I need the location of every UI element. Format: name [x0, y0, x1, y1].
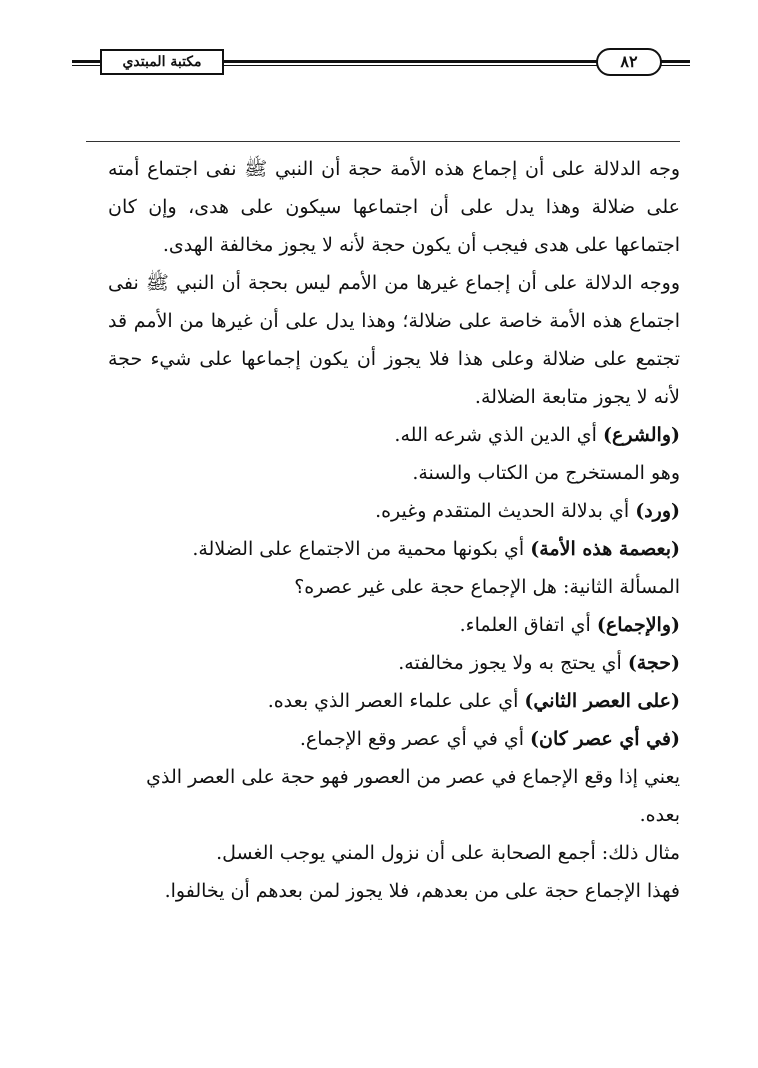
paragraph-text: ووجه الدلالة على أن إجماع غيرها من الأمم ليس بحجة أن النبي ﷺ نفى اجتماع هذه الأمة خاصة على ضلالة؛ وهذا يدل على أن غيرها من الأمم قد تجتمع على ضلالة وعلى هذا فلا يجوز أن يكون إجماعها على شيء حجة لأنه لا يجوز متابعة الضلالة.: [108, 272, 680, 408]
term-bold: (حجة): [627, 652, 680, 674]
term-bold: (في أي عصر كان): [530, 728, 680, 750]
term-bold: (بعصمة هذه الأمة): [530, 538, 680, 560]
paragraph-text: يعني إذا وقع الإجماع في عصر من العصور فهو حجة على العصر الذي بعده.: [146, 766, 680, 826]
paragraph-text: أي يحتج به ولا يجوز مخالفته.: [398, 652, 628, 674]
paragraph: [108, 264, 680, 416]
paragraph: [108, 492, 680, 530]
page-number: ٨٢: [596, 48, 662, 76]
paragraph-text: وهو المستخرج من الكتاب والسنة.: [412, 462, 680, 484]
paragraph: [108, 682, 680, 720]
paragraph: [108, 834, 680, 872]
term-bold: (على العصر الثاني): [524, 690, 680, 712]
paragraph: [108, 644, 680, 682]
paragraph: [108, 416, 680, 454]
paragraph: [108, 606, 680, 644]
paragraph: [108, 454, 680, 492]
paragraph: [108, 758, 680, 834]
header-divider: [86, 141, 680, 142]
paragraph: [108, 568, 680, 606]
paragraph-text: أي بكونها محمية من الاجتماع على الضلالة.: [192, 538, 531, 560]
book-title: مكتبة المبتدي: [100, 49, 224, 75]
paragraph: [108, 720, 680, 758]
paragraph-text: وجه الدلالة على أن إجماع هذه الأمة حجة أن النبي ﷺ نفى اجتماع أمته على ضلالة وهذا يدل على أن اجتماعها سيكون على هدى، وإن كان اجتماعها على هدى فيجب أن يكون حجة لأنه لا يجوز مخالفة الهدى.: [108, 158, 680, 256]
term-bold: (ورد): [635, 500, 680, 522]
paragraph-text: فهذا الإجماع حجة على من بعدهم، فلا يجوز لمن بعدهم أن يخالفوا.: [164, 880, 680, 902]
paragraph-text: أي بدلالة الحديث المتقدم وغيره.: [375, 500, 636, 522]
term-bold: (والشرع): [603, 424, 680, 446]
paragraph-text: أي على علماء العصر الذي بعده.: [267, 690, 525, 712]
paragraph: [108, 872, 680, 910]
paragraph-text: أي في أي عصر وقع الإجماع.: [299, 728, 531, 750]
body-text: [108, 150, 680, 910]
paragraph: [108, 530, 680, 568]
term-bold: (والإجماع): [596, 614, 680, 636]
paragraph-text: مثال ذلك: أجمع الصحابة على أن نزول المني يوجب الغسل.: [216, 842, 680, 864]
paragraph: [108, 150, 680, 264]
paragraph-text: أي الدين الذي شرعه الله.: [394, 424, 603, 446]
page-header: [72, 44, 690, 80]
paragraph-text: أي اتفاق العلماء.: [459, 614, 597, 636]
paragraph-text: المسألة الثانية: هل الإجماع حجة على غير عصره؟: [294, 576, 680, 598]
